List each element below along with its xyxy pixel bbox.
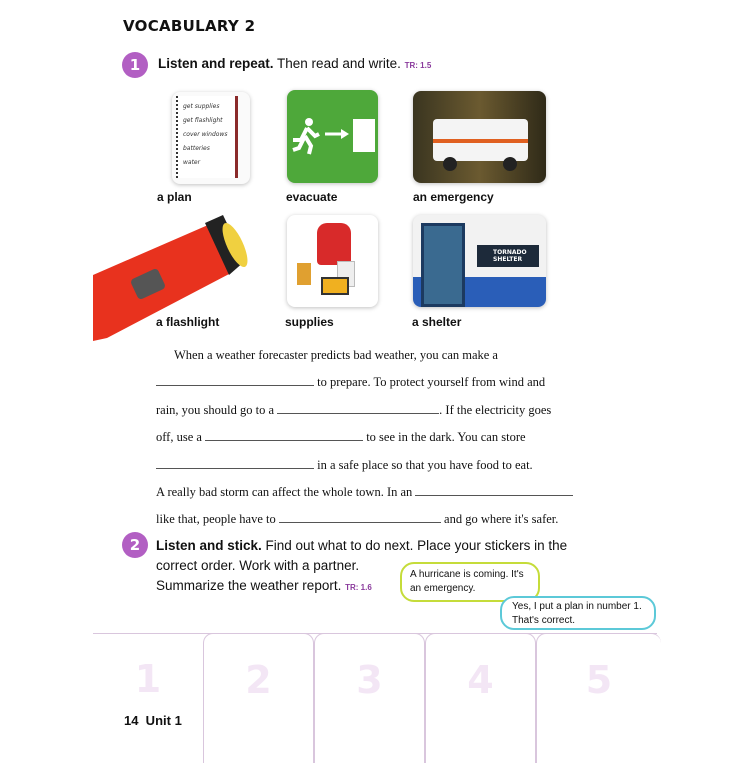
blank-6[interactable] (279, 511, 441, 523)
exit-sign-image (287, 90, 378, 183)
ambulance-image (413, 91, 546, 183)
exercise-1-instruction: Listen and repeat. Then read and write. TR: 1.5 (158, 56, 432, 71)
checklist-image: get supplies get flashlight cover windows batteries water (172, 92, 250, 184)
vocab-label: a flashlight (156, 315, 220, 329)
supplies-image (287, 215, 378, 307)
blank-5[interactable] (415, 484, 573, 496)
fill-in-paragraph: When a weather forecaster predicts bad weather, you can make a to prepare. To protect yourself from wind and rain, you should go to a . If the electricity goes off, use a to see in the dark. You can store in a safe place so that you have food to eat. A really bad storm can affect the whole town. In an like that, people have to and go where it's safer. (156, 342, 626, 534)
sticker-slot[interactable]: 4 (425, 633, 536, 763)
vocab-label: a plan (157, 190, 192, 204)
section-title: VOCABULARY 2 (123, 17, 256, 35)
blank-2[interactable] (277, 402, 439, 414)
page-footer: 14 Unit 1 (124, 713, 182, 728)
blank-1[interactable] (156, 374, 314, 386)
vocab-label: supplies (285, 315, 334, 329)
sticker-slot[interactable]: 2 (203, 633, 314, 763)
exercise-1-number: 1 (122, 52, 148, 78)
speech-bubble: A hurricane is coming. It's an emergency. (400, 562, 540, 602)
speech-bubble: Yes, I put a plan in number 1. That's correct. (500, 596, 656, 630)
sticker-slot[interactable]: 3 (314, 633, 425, 763)
blank-4[interactable] (156, 457, 314, 469)
shelter-image: TORNADO SHELTER (413, 215, 546, 307)
blank-3[interactable] (205, 429, 363, 441)
exercise-2-instruction: Listen and stick. Find out what to do next. Place your stickers in the correct order. Work with a partner. Summarize the weather report. TR: 1.6 (156, 538, 568, 593)
vocab-label: a shelter (412, 315, 462, 329)
vocab-label: an emergency (413, 190, 494, 204)
sticker-slot[interactable]: 1 (134, 657, 162, 701)
exercise-2-number: 2 (122, 532, 148, 558)
sticker-slot[interactable]: 5 (536, 633, 661, 763)
track-label: TR: 1.5 (404, 61, 432, 70)
track-label: TR: 1.6 (345, 583, 372, 592)
vocab-label: evacuate (286, 190, 338, 204)
